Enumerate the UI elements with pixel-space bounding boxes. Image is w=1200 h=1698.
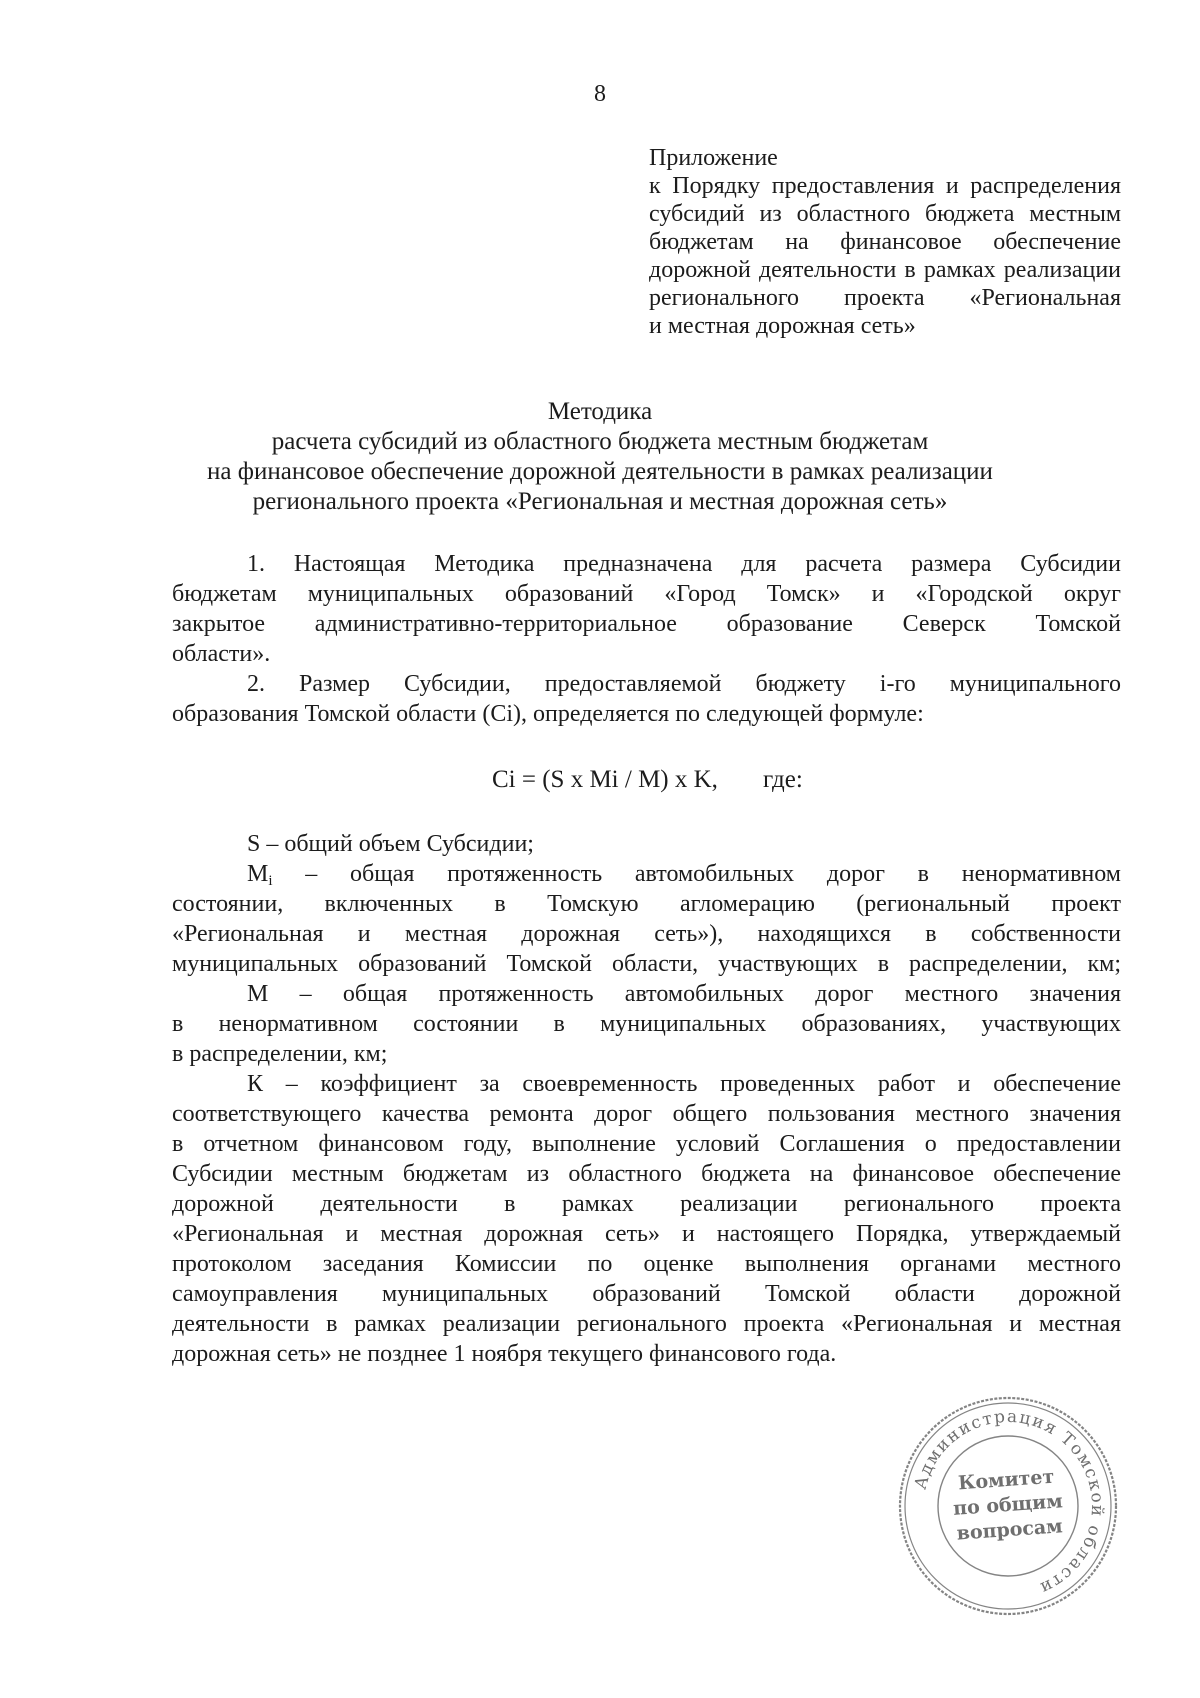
definition-line: в распределении, км;	[172, 1041, 388, 1067]
stamp-center-line: по общим	[952, 1490, 1064, 1520]
definition-line: «Региональная и местная дорожная сеть»), находящихся в собственности	[172, 921, 1121, 947]
definition-line: дорожная сеть» не позднее 1 ноября текущего финансового года.	[172, 1341, 837, 1367]
definition-line: дорожной деятельности в рамках реализации регионального проекта	[172, 1191, 1121, 1217]
definition-line: соответствующего качества ремонта дорог общего пользования местного значения	[172, 1101, 1121, 1127]
definition-line: состоянии, включенных в Томскую агломерацию (региональный проект	[172, 891, 1121, 917]
formula-where: где:	[763, 766, 803, 793]
title-line: регионального проекта «Региональная и местная дорожная сеть»	[252, 488, 948, 515]
definition-line: Субсидии местным бюджетам из областного бюджета на финансовое обеспечение	[172, 1161, 1121, 1187]
symbol-subscript-i: i	[268, 873, 273, 889]
official-seal-stamp	[892, 1390, 1124, 1622]
definition-s: S – общий объем Субсидии;	[247, 831, 534, 857]
paragraph-line: 2. Размер Субсидии, предоставляемой бюджету i-го муниципального	[247, 671, 1121, 697]
definition-line: «Региональная и местная дорожная сеть» и настоящего Порядка, утверждаемый	[172, 1221, 1121, 1247]
appendix-line: регионального проекта «Региональная	[649, 285, 1121, 311]
paragraph-line: бюджетам муниципальных образований «Город Томск» и «Городской округ	[172, 581, 1121, 607]
definition-line: протоколом заседания Комиссии по оценке выполнения органами местного	[172, 1251, 1121, 1277]
appendix-line: дорожной деятельности в рамках реализации	[649, 257, 1121, 283]
appendix-line: Приложение	[649, 145, 778, 171]
page-number: 8	[594, 81, 606, 107]
stamp-ring-textpath: Администрация Томской области	[910, 1406, 1108, 1599]
definition-line: М – общая протяженность автомобильных дорог местного значения	[247, 981, 1121, 1007]
stamp-center-line: Комитет	[957, 1465, 1055, 1495]
title-line: на финансовое обеспечение дорожной деятельности в рамках реализации	[207, 458, 993, 485]
appendix-line: и местная дорожная сеть»	[649, 313, 916, 339]
paragraph-line: области».	[172, 641, 271, 667]
appendix-line: бюджетам на финансовое обеспечение	[649, 229, 1121, 255]
formula-expression: Ci = (S x Mi / M) x K,	[492, 766, 718, 793]
definition-line: в ненормативном состоянии в муниципальных образованиях, участвующих	[172, 1011, 1121, 1037]
definition-line: самоуправления муниципальных образований Томской области дорожной	[172, 1281, 1121, 1307]
paragraph-line: закрытое административно-территориальное образование Северск Томской	[172, 611, 1121, 637]
definition-line: в отчетном финансовом году, выполнение условий Соглашения о предоставлении	[172, 1131, 1121, 1157]
definition-text: – общая протяженность автомобильных дорог в ненормативном	[272, 861, 1121, 887]
symbol-m: M	[247, 861, 269, 887]
appendix-line: к Порядку предоставления и распределения	[649, 173, 1121, 199]
appendix-line: субсидий из областного бюджета местным	[649, 201, 1121, 227]
definition-line: К – коэффициент за своевременность проведенных работ и обеспечение	[247, 1071, 1121, 1097]
paragraph-line: 1. Настоящая Методика предназначена для расчета размера Субсидии	[247, 551, 1121, 577]
definition-line: деятельности в рамках реализации регионального проекта «Региональная и местная	[172, 1311, 1121, 1337]
title-line: Методика	[547, 398, 653, 425]
definition-line: муниципальных образований Томской области, участвующих в распределении, км;	[172, 951, 1121, 977]
stamp-center-line: вопросам	[955, 1515, 1064, 1545]
title-line: расчета субсидий из областного бюджета местным бюджетам	[271, 428, 929, 455]
paragraph-line: образования Томской области (Ci), определяется по следующей формуле:	[172, 701, 924, 727]
